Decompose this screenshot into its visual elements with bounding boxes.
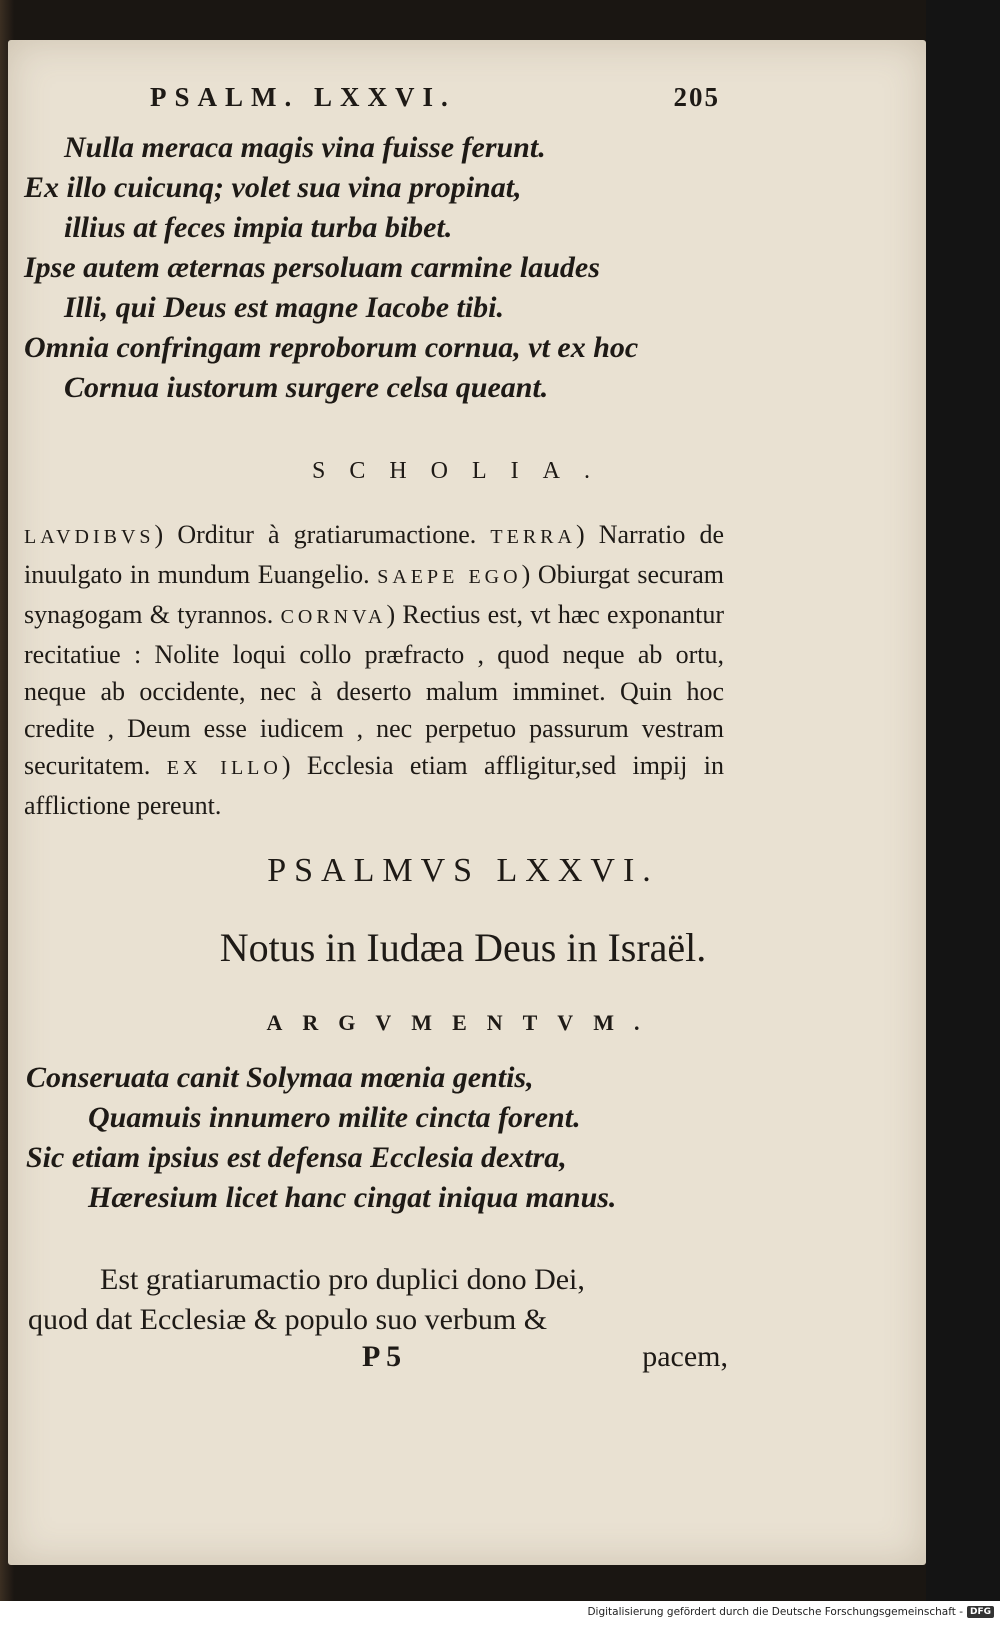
body-line: Est gratiarumactio pro duplici dono Dei,	[100, 1263, 585, 1296]
signature-mark: P 5	[362, 1340, 402, 1373]
scholia-lemma: LAVDIBVS	[24, 526, 155, 548]
verse-line: Hæresium licet hanc cingat iniqua manus.	[88, 1181, 617, 1214]
scholia-lemma: CORNVA	[280, 606, 387, 628]
catchword: pacem,	[642, 1340, 728, 1373]
scholia-text: ) Rectius est, vt hæc exponantur recitatiue : Nolite loqui collo præfracto , quod neque ab ortu, neque ab occidente, nec à deserto malum imminet. Quin hoc credite , Deum esse iudicem , nec perpetuo passurum vestram securitatem.	[24, 600, 724, 780]
scholia-text: ) Narratio de inuulgato in mundum Euangelio.	[24, 520, 725, 589]
page-number: 205	[673, 82, 720, 112]
psalm-subtitle: Notus in Iudæa Deus in Israël.	[219, 925, 707, 970]
running-header	[150, 82, 720, 113]
body-line: quod dat Ecclesiæ & populo suo verbum &	[28, 1303, 548, 1336]
verse-line: Sic etiam ipsius est defensa Ecclesia dextra,	[26, 1141, 567, 1174]
footer-credit: Digitalisierung gefördert durch die Deutsche Forschungsgemeinschaft -	[587, 1606, 963, 1618]
body-text	[28, 1260, 728, 1340]
verse-line: Cornua iustorum surgere celsa queant.	[64, 371, 549, 404]
running-title: PSALM. LXXVI.	[150, 82, 456, 112]
argumentum-verse	[26, 1058, 726, 1218]
scholia-body	[24, 516, 724, 824]
footer	[587, 1606, 994, 1618]
verse-line: Ex illo cuicunq; volet sua vina propinat,	[24, 171, 522, 204]
scholia-text: ) Ecclesia etiam affligitur,sed impij in afflictione pereunt.	[24, 751, 724, 820]
scholia-heading: SCHOLIA.	[311, 458, 614, 484]
verse-line: Ipse autem æternas persoluam carmine laudes	[24, 251, 600, 284]
psalm-title: PSALMVS LXXVI.	[267, 852, 659, 889]
scan-background-right	[926, 0, 1000, 1629]
page-foot-line	[28, 1340, 728, 1374]
scholia-text: ) Obiurgat securam synagogam & tyrannos.	[24, 560, 725, 629]
verse-line: Quamuis innumero milite cincta forent.	[88, 1101, 581, 1134]
verse-line: illius at feces impia turba bibet.	[64, 211, 453, 244]
scholia-lemma: EX ILLO	[166, 757, 282, 779]
verse-line: Omnia confringam reproborum cornua, vt ex hoc	[24, 331, 639, 364]
dfg-logo-icon: DFG	[967, 1606, 994, 1618]
scholia-text: ) Orditur à gratiarumactione.	[154, 520, 491, 549]
verse-block-top	[24, 128, 724, 408]
argumentum-heading: ARGVMENTVM.	[266, 1010, 660, 1035]
verse-line: Conseruata canit Solymaa mœnia gentis,	[26, 1061, 534, 1094]
scholia-lemma: TERRA	[490, 526, 576, 548]
verse-line: Illi, qui Deus est magne Iacobe tibi.	[64, 291, 505, 324]
verse-line: Nulla meraca magis vina fuisse ferunt.	[64, 131, 546, 164]
scholia-lemma: SAEPE EGO	[377, 566, 522, 588]
